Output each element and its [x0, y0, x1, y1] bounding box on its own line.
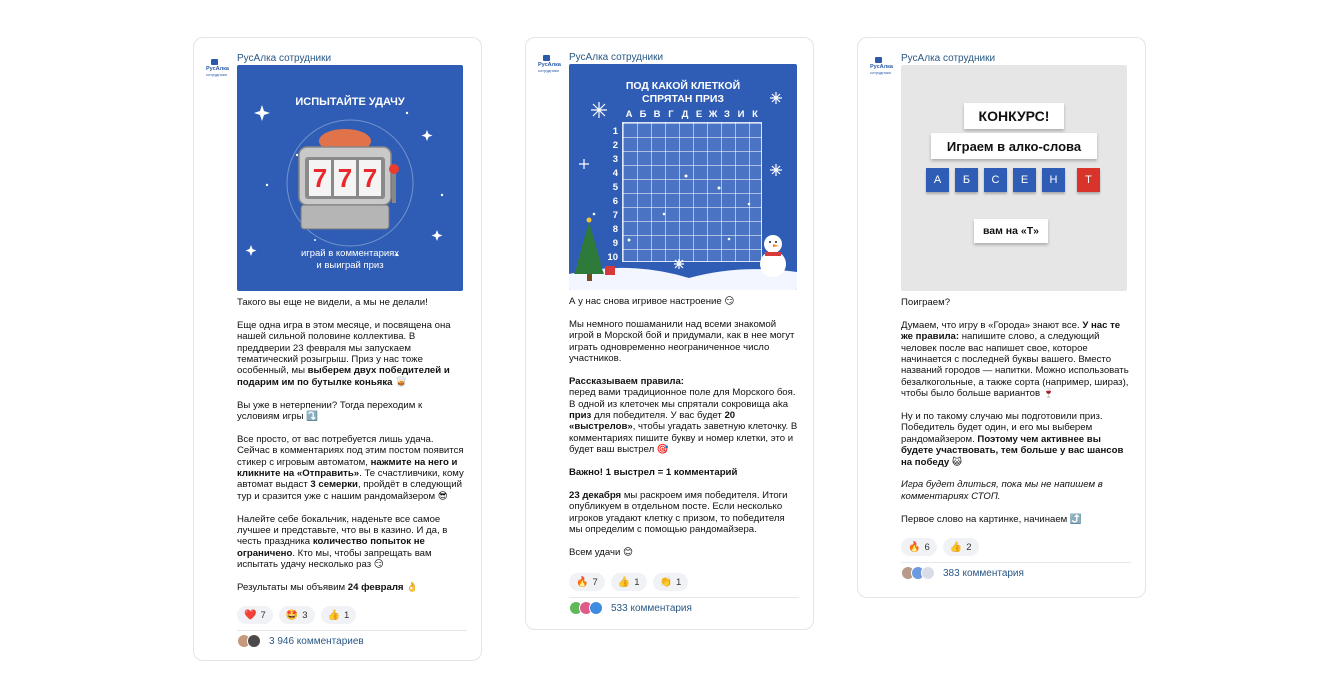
grid-column-letters: А Б В Г Д Е Ж З И К [625, 109, 758, 120]
fire-icon: 🔥 [576, 576, 589, 588]
author-name[interactable]: РусАлка сотрудники [901, 53, 996, 64]
thumbs-up-icon: 👍 [949, 541, 963, 553]
fire-icon: 🔥 [908, 541, 921, 553]
post-image-alko-words[interactable] [901, 65, 1127, 291]
avatar [921, 566, 935, 580]
commenter-avatars [569, 601, 599, 615]
battle-grid [622, 122, 762, 262]
post-image-slot-machine[interactable] [237, 65, 463, 291]
image-title: ИСПЫТАЙТЕ УДАЧУ [295, 96, 405, 108]
image-subtitle: играй в комментариях и выиграй приз [300, 248, 400, 271]
post-text: Поиграем? Думаем, что игру в «Города» знают все. У нас те же правила: напишите слово, а следующий человек после вас напишет свое, которое начинается с последней буквы вашего. Вместо названий городов — напитки. Можно использовать безалкогольные, а также сорта (например, шираз), чтобы было больше вариантов 🍷 Ну и по такому случаю мы подготовили приз. Победитель будет один, и его мы выберем рандомайзером. Поэтому чем активнее вы будете участвовать, тем больше у вас шансов на победу 😺 Игра будет длиться, пока мы не напишем в комментариях СТОП. Первое слово на картинке, начинаем ⤴️ [901, 297, 1129, 525]
star-eyes-icon: 🤩 [285, 609, 299, 621]
commenter-avatars [901, 566, 931, 580]
word-letter: Н [1042, 168, 1065, 192]
comments-link[interactable]: 533 комментария [569, 601, 692, 615]
word-letter: А [926, 168, 949, 192]
author-avatar[interactable]: РусАлка сотрудники [538, 54, 560, 76]
author-name[interactable]: РусАлка сотрудники [569, 52, 664, 63]
heart-icon: ❤️ [244, 609, 257, 621]
post-card-3 [857, 37, 1146, 598]
reaction-thumbs-up[interactable]: 👍 1 [321, 606, 357, 624]
reactions [569, 573, 688, 591]
word-letter: Б [955, 168, 978, 192]
word-letter: Е [1013, 168, 1036, 192]
reactions [237, 606, 356, 624]
slot-digit: 7 [362, 163, 378, 193]
clap-icon: 👏 [659, 576, 672, 588]
reaction-heart[interactable]: ❤️ 7 [237, 606, 273, 624]
image-title: ПОД КАКОЙ КЛЕТКОЙ СПРЯТАН ПРИЗ [625, 80, 741, 105]
grid-row-numbers: 1 2 3 4 5 6 7 8 9 10 [607, 126, 618, 263]
reaction-star-eyes[interactable]: 🤩 3 [279, 606, 315, 624]
commenter-avatars [237, 634, 257, 648]
post-text: Такого вы еще не видели, а мы не делали! Еще одна игра в этом месяце, и посвящена она нашей сильной половине коллектива. В преддверии 23 февраля мы запускаем тематический розыгрыш. Приз у нас тоже особенный, мы выберем двух победителей и подарим им по бутылке коньяка 🥃 Вы уже в нетерпении? Тогда переходим к условиям игры ⤵️ Все просто, от вас потребуется лишь удача. Сейчас в комментариях под этим постом появится стикер с игровым автоматом, нажмите на него и кликните на «Отправить». Те счастливчики, кому автомат выдаст 3 семерки, пройдёт в следующий тур и сразится уже с нашим рандомайзером 😎 Налейте себе бокальчик, наденьте все самое лучшее и представьте, что вы в казино. И да, в честь праздника количество попыток не ограничено. Кто мы, чтобы запрещать вам испытать удачу несколько раз 😏 Результаты мы объявим 24 февраля 👌 [237, 297, 464, 594]
avatar [247, 634, 261, 648]
image-title: КОНКУРС! [964, 103, 1064, 129]
reaction-thumbs-up[interactable]: 👍 2 [943, 538, 979, 556]
reaction-fire[interactable]: 🔥 7 [569, 573, 605, 591]
post-card-1 [193, 37, 482, 661]
word-letter-highlight: Т [1077, 168, 1100, 192]
author-avatar[interactable]: РусАлка сотрудники [206, 58, 228, 80]
reaction-thumbs-up[interactable]: 👍 1 [611, 573, 647, 591]
divider [237, 630, 467, 631]
thumbs-up-icon: 👍 [327, 609, 340, 621]
image-caption: вам на «Т» [974, 219, 1048, 243]
author-avatar[interactable]: РусАлка сотрудники [870, 56, 892, 78]
divider [901, 562, 1131, 563]
reaction-clap[interactable]: 👏 1 [653, 573, 689, 591]
reaction-fire[interactable]: 🔥 6 [901, 538, 937, 556]
divider [569, 597, 799, 598]
avatar [589, 601, 603, 615]
slot-digit: 7 [312, 163, 328, 193]
comments-link[interactable]: 383 комментария [901, 566, 1024, 580]
image-subtitle: Играем в алко-слова [931, 133, 1097, 159]
thumbs-up-icon: 👍 [617, 576, 631, 588]
post-image-sea-battle[interactable] [569, 64, 797, 290]
reactions [901, 538, 979, 556]
post-card-2 [525, 37, 814, 630]
slot-digit: 7 [337, 163, 353, 193]
word-letter: С [984, 168, 1007, 192]
post-text: А у нас снова игривое настроение 😏 Мы немного пошаманили над всеми знакомой игрой в Морской бой и придумали, как в нее могут играть одновременно неограниченное число участников. Рассказываем правила: перед вами традиционное поле для Морского боя. В одной из клеточек мы спрятали сокровища aka приз для победителя. У вас будет 20 «выстрелов», чтобы угадать заветную клеточку. В комментариях пишите букву и номер клетки, это и будет ваш выстрел 🎯 Важно! 1 выстрел = 1 комментарий 23 декабря мы раскроем имя победителя. Итоги опубликуем в отдельном посте. Если несколько игроков угадают клетку с призом, то победителя мы определим с помощью рандомайзера. Всем удачи 😊 [569, 296, 798, 558]
comments-link[interactable]: 3 946 комментариев [237, 634, 364, 648]
author-name[interactable]: РусАлка сотрудники [237, 53, 332, 64]
